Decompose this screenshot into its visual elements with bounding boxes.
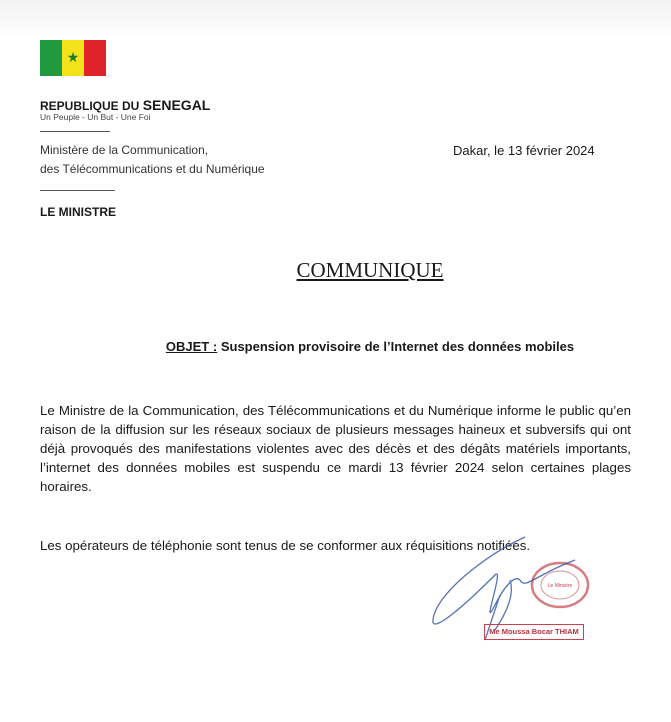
signatory-title: LE MINISTRE <box>40 205 117 219</box>
star-icon: ★ <box>66 49 80 65</box>
senegal-flag <box>40 40 106 76</box>
body-paragraph-2: Les opérateurs de téléphonie sont tenus de se conformer aux réquisitions notifiées. <box>40 538 531 553</box>
subject-line: OBJET : Suspension provisoire de l’Internet des données mobiles <box>165 339 575 354</box>
divider <box>40 190 115 191</box>
stamp-text: Le Ministre <box>547 583 573 589</box>
country-name: REPUBLIQUE DU SENEGAL <box>40 97 211 113</box>
body-paragraph: Le Ministre de la Communication, des Télécommunications et du Numérique informe le public qu’en raison de la diffusion sur les réseaux sociaux de plusieurs messages haineux et subversifs qui ont déjà provoqués des manifestations violentes avec des décès et des dégâts matériels importants, l’internet des données mobiles est suspendu ce mardi 13 février 2024 selon certaines plages horaires. <box>40 403 631 494</box>
motto: Un Peuple - Un But - Une Foi <box>40 112 151 122</box>
signatory-name-stamp: Me Moussa Bocar THIAM <box>484 624 584 640</box>
document-title: COMMUNIQUE <box>296 258 444 282</box>
ministry-name: Ministère de la Communication, des Télécommunications et du Numérique <box>40 143 265 176</box>
divider <box>40 131 110 132</box>
date: Dakar, le 13 février 2024 <box>453 143 595 158</box>
